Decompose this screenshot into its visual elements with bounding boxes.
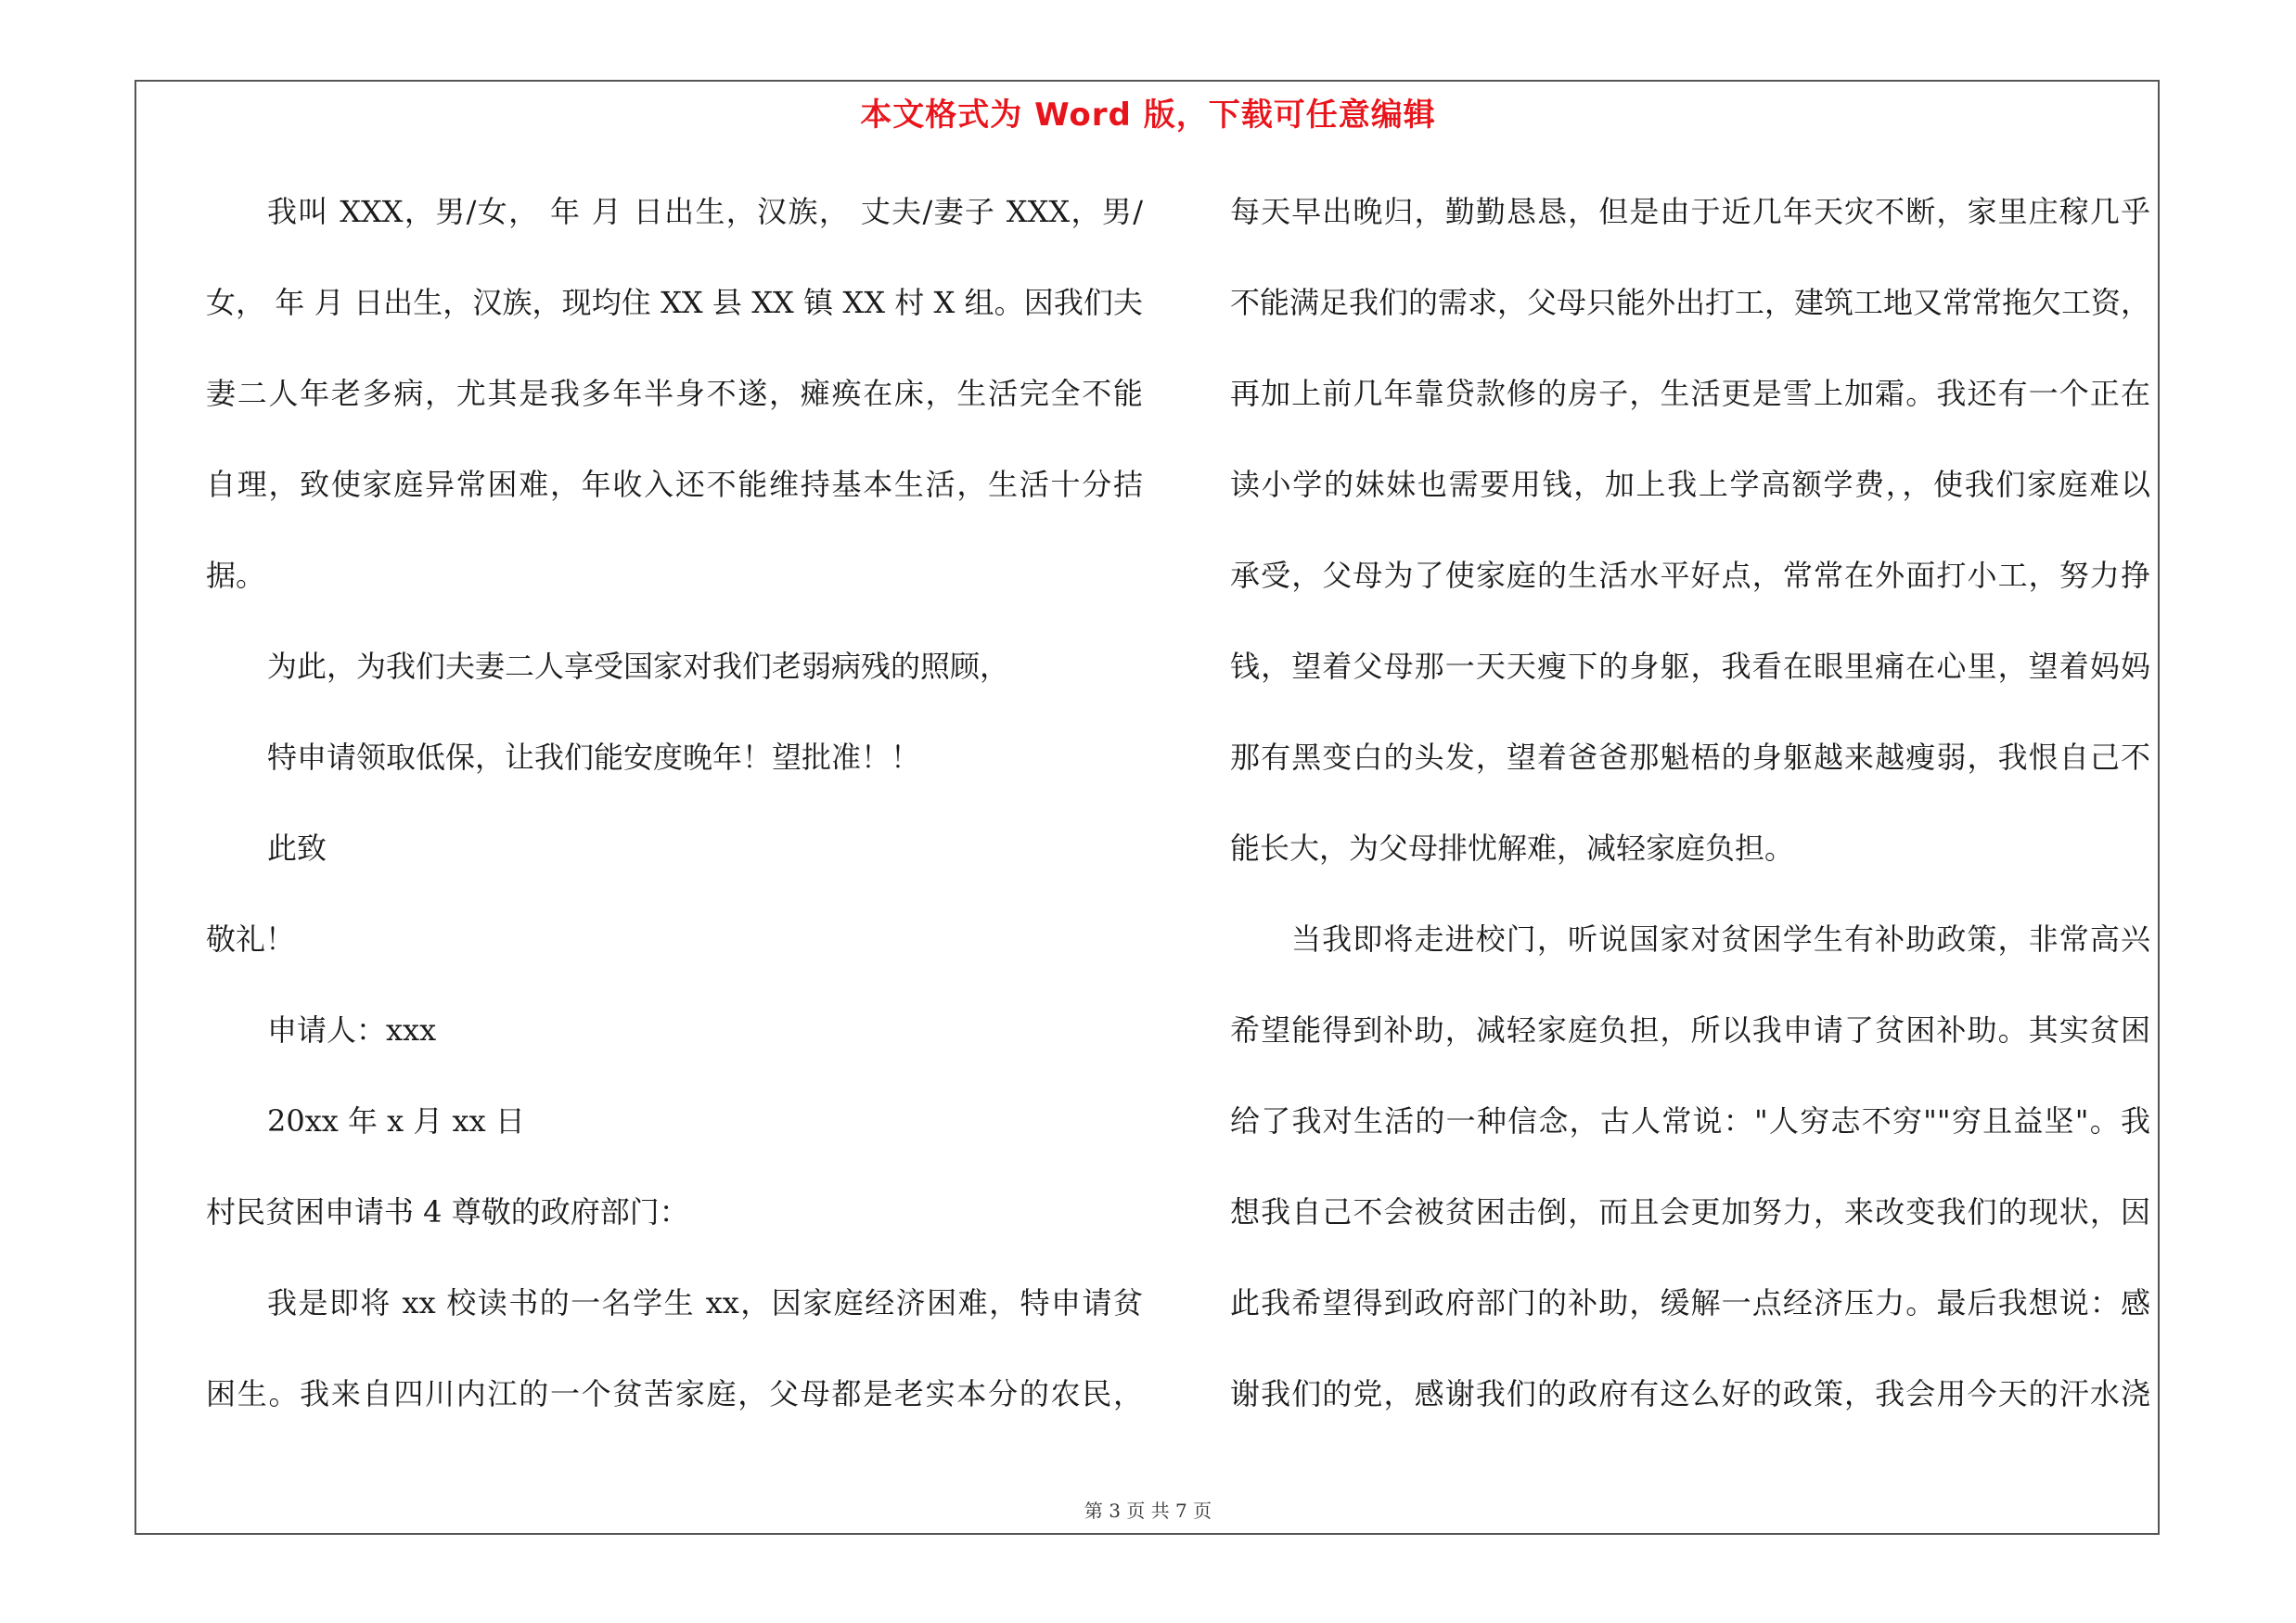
left-column [206,0,1143,1623]
body-line: 再加上前几年靠贷款修的房子，生活更是雪上加霜。我还有一个正在 [1230,376,2150,411]
page-number: 第 3 页 共 7 页 [1084,1500,1212,1522]
body-line: 希望能得到补助，减轻家庭负担，所以我申请了贫困补助。其实贫困 [1230,1012,2150,1048]
body-line: 能长大，为父母排忧解难，减轻家庭负担。 [1230,831,1795,866]
body-line: 妻二人年老多病，尤其是我多年半身不遂，瘫痪在床，生活完全不能 [206,376,1143,411]
body-line: 想我自己不会被贫困击倒，而且会更加努力，来改变我们的现状，因 [1230,1194,2150,1230]
body-line: 读小学的妹妹也需要用钱，加上我上学高额学费，，使我们家庭难以 [1230,467,2150,502]
body-line: 女， 年 月 日出生，汉族，现均住 XX 县 XX 镇 XX 村 X 组。因我们夫 [206,285,1143,320]
body-line: 钱，望着父母那一天天瘦下的身躯，我看在眼里痛在心里，望着妈妈 [1230,649,2150,684]
body-line: 当我即将走进校门，听说国家对贫困学生有补助政策，非常高兴 [1291,921,2150,957]
header-banner: 本文格式为 Word 版，下载可任意编辑 [860,97,1436,134]
body-line: 谢我们的党，感谢我们的政府有这么好的政策，我会用今天的汗水浇 [1230,1376,2150,1411]
closing-regards: 敬礼！ [206,921,296,957]
body-line: 自理，致使家庭异常困难，年收入还不能维持基本生活，生活十分拮 [206,467,1143,502]
body-line: 每天早出晚归，勤勤恳恳，但是由于近几年天灾不断，家里庄稼几乎 [1230,194,2150,229]
body-line: 此我希望得到政府部门的补助，缓解一点经济压力。最后我想说：感 [1230,1285,2150,1320]
body-line: 困生。我来自四川内江的一个贫苦家庭，父母都是老实本分的农民， [206,1376,1143,1411]
body-line: 那有黑变白的头发，望着爸爸那魁梧的身躯越来越瘦弱，我恨自己不 [1230,740,2150,775]
body-line: 据。 [206,558,266,593]
section-heading: 村民贫困申请书 4 尊敬的政府部门： [206,1194,689,1230]
applicant-signature: 申请人：xxx [267,1012,437,1048]
application-date: 20xx 年 x 月 xx 日 [267,1103,525,1139]
body-line: 不能满足我们的需求，父母只能外出打工，建筑工地又常常拖欠工资， [1230,285,2150,320]
body-line: 我叫 XXX，男/女， 年 月 日出生，汉族， 丈夫/妻子 XXX，男/ [267,194,1143,229]
body-line: 我是即将 xx 校读书的一名学生 xx，因家庭经济困难，特申请贫 [267,1285,1143,1320]
body-line: 特申请领取低保，让我们能安度晚年！望批准！！ [267,740,921,775]
right-column [1230,0,2150,1623]
closing-salutation: 此致 [267,831,327,866]
body-line: 承受，父母为了使家庭的生活水平好点，常常在外面打小工，努力挣 [1230,558,2150,593]
body-line: 为此，为我们夫妻二人享受国家对我们老弱病残的照顾， [267,649,1010,684]
body-line: 给了我对生活的一种信念，古人常说："人穷志不穷""穷且益坚"。我 [1230,1103,2150,1139]
